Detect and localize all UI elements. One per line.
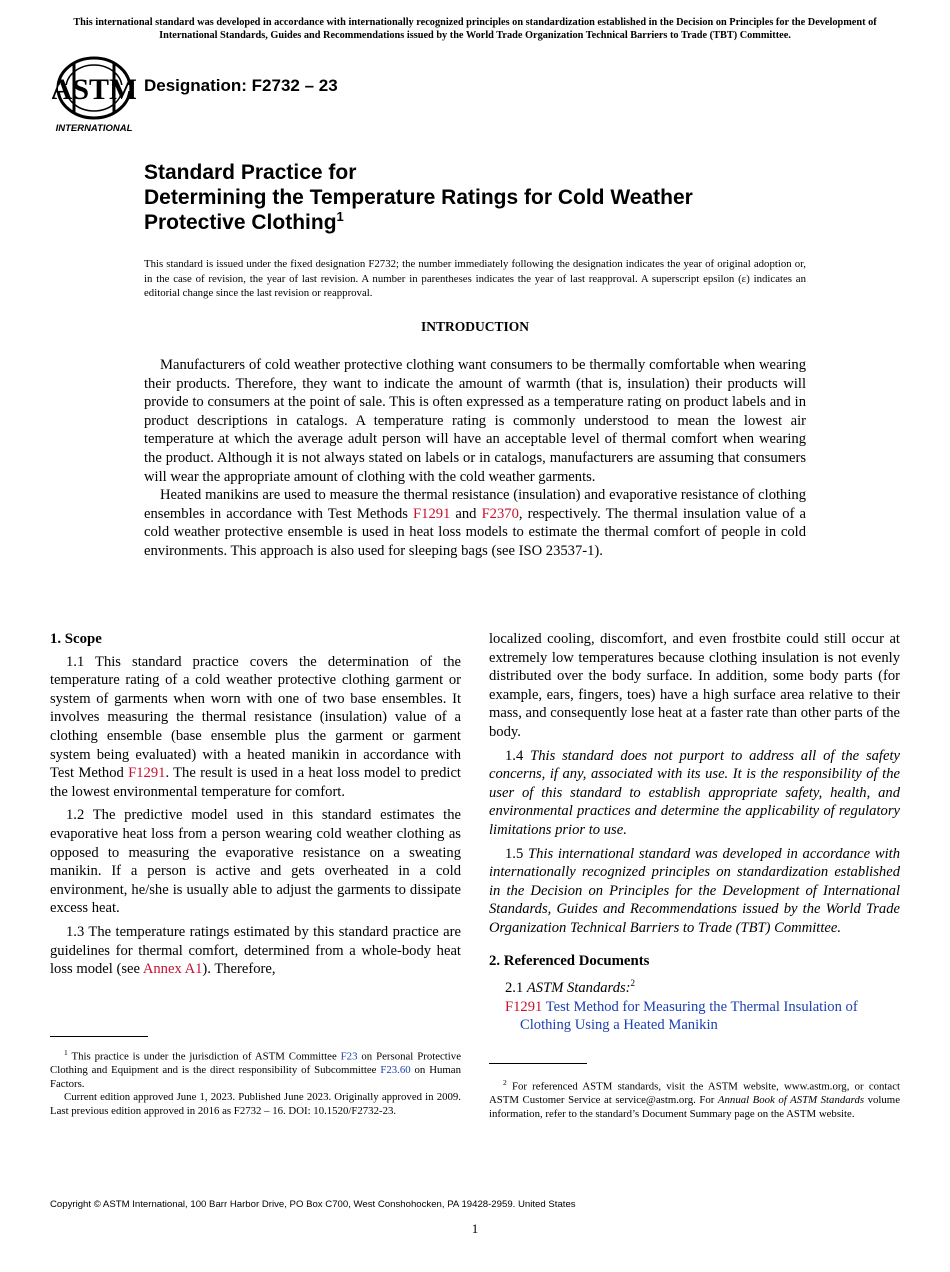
intro-paragraph-1: Manufacturers of cold weather protective clothing want consumers to be thermally comfortable when wearing their products. Therefore, they want to indicate the amount of warmth (that is, insulation) their products will provide to consumers at the point of sale. This is often expressed as a temperature rating on product labels and in product descriptions in catalogs. A temperature rating is commonly understood to mean the lowest air temperature at which the average adult person will have an acceptable level of thermal comfort when wearing the product. Although it is not always stated on labels or in catalogs, manufacturers are assuming that consumers will wear the appropriate amount of clothing with the cold weather garments. — [144, 357, 806, 485]
astm-logo — [52, 56, 136, 134]
referenced-documents-heading: 2. Referenced Documents — [489, 952, 650, 969]
title-line-2: Determining the Temperature Ratings for Cold Weather — [144, 186, 693, 209]
issued-note: This standard is issued under the fixed designation F2732; the number immediately following the designation indicates the year of original adoption or, in the case of revision, the year of last revision. A number in parentheses indicates the year of last reapproval. A superscript epsilon (ε) indicates an editorial change since the last revision or reapproval. — [144, 258, 806, 299]
svg-text:INTERNATIONAL: INTERNATIONAL — [55, 123, 133, 134]
link-f23[interactable]: F23 — [340, 1050, 358, 1063]
intro-paragraph-2: Heated manikins are used to measure the thermal resistance (insulation) and evaporative resistance of clothing ensembles in accordance with Test Methods F1291 and F2370, respectively. The thermal insulation value of a cold weather protective ensemble is used in heat loss models to estimate the thermal comfort of people in cold environments. This approach is also used for sleeping bags (see ISO 23537-1). — [144, 487, 806, 559]
scope-1-2: 1.2 The predictive model used in this standard estimates the evaporative heat loss from a person wearing cold weather clothing as opposed to measuring the evaporative resistance on a sweating manikin. If a person is active and gets overheated in a cold environment, he/she is usually able to adjust the garments to dissipate excess heat. — [50, 807, 461, 917]
scope-1-1: 1.1 This standard practice covers the determination of the temperature rating of a cold weather protective clothing garment or system of garments when worn with one of two base ensembles. It involves measuring the thermal resistance (insulation) value of a clothing ensemble (base ensemble plus the garment or garment system being evaluated) with a heated manikin in accordance with Test Method F1291. The result is used in a heat loss model to predict the lowest environmental temperature for comfort. — [50, 653, 461, 800]
footnote-2-text: $^2$ For referenced ASTM standards, visit the ASTM website, www.astm.org, or contact ASTM Customer Service at service@astm.org. For Annual Book of ASTM Standards volume information, refer to the standard’s Document Summary page on the ASTM website. — [489, 1078, 900, 1120]
scope-1-3-continued: localized cooling, discomfort, and even frostbite could still occur at extremely low temperatures because clothing insulation is not evenly distributed over the body surface. In addition, some body parts (for example, ears, fingers, toes) have a high surface area relative to their mass, and consequently lose heat at a faster rate than other parts of the body. — [489, 631, 900, 740]
svg-text:ASTM: ASTM — [52, 73, 136, 106]
reference-f1291[interactable] — [505, 998, 900, 1035]
title-line-3: Protective Clothing$^1$ — [144, 209, 344, 234]
reference-code[interactable]: F1291 — [505, 998, 543, 1015]
left-column — [50, 630, 461, 984]
copyright-footer: Copyright © ASTM International, 100 Barr Harbor Drive, PO Box C700, West Conshohocken, PA 19428-2959. United States — [50, 1199, 576, 1210]
footnote-2 — [489, 1076, 900, 1121]
footnote-1 — [50, 1046, 461, 1119]
link-f23-60[interactable]: F23.60 — [380, 1064, 411, 1077]
link-f1291-scope[interactable]: F1291 — [128, 765, 166, 782]
footnote-rule-left — [50, 1036, 148, 1037]
link-annex-a1[interactable]: Annex A1 — [142, 961, 203, 978]
footnote-1-text: $^1$ This practice is under the jurisdiction of ASTM Committee F23 on Personal Protective Clothing and Equipment and is the direct responsibility of Subcommittee F23.60 on Human Factors. — [50, 1048, 462, 1090]
document-title — [144, 160, 844, 235]
scope-1-5: 1.5 This international standard was developed in accordance with internationally recognized principles on standardization established in the Decision on Principles for the Development of International Standards, Guides and Recommendations issued by the World Trade Organization Technical Barriers to Trade (TBT) Committee. — [489, 845, 901, 936]
title-footnote-mark: 1 — [336, 209, 344, 224]
astm-logo-icon — [52, 56, 136, 134]
reference-title[interactable]: Test Method for Measuring the Thermal Insulation of Clothing Using a Heated Manikin — [520, 998, 858, 1034]
scope-1-4: 1.4 This standard does not purport to address all of the safety concerns, if any, associated with its use. It is the responsibility of the user of this standard to establish appropriate safety, health, and environmental practices and determine the applicability of regulatory limitations prior to use. — [489, 747, 900, 838]
footnote-1-edition: Current edition approved June 1, 2023. Published June 2023. Originally approved in 2009. Last previous edition approved in 2016 as F2732 – 16. DOI: 10.1520/F2732-23. — [50, 1091, 461, 1117]
designation: Designation: F2732 – 23 — [144, 76, 338, 95]
link-f1291[interactable]: F1291 — [413, 505, 451, 522]
link-f2370[interactable]: F2370 — [481, 505, 519, 522]
footnote-rule-right — [489, 1063, 587, 1064]
scope-1-3: 1.3 The temperature ratings estimated by this standard practice are guidelines for thermal comfort, determined from a whole-body heat loss model (see Annex A1). Therefore, — [50, 923, 461, 978]
introduction-body — [144, 356, 806, 561]
right-column — [489, 630, 900, 1040]
scope-heading: 1. Scope — [50, 631, 102, 647]
top-notice: This international standard was developed in accordance with internationally recognized principles on standardization established in the Decision on Principles for the Development of International Standards, Guides and Recommendations issued by the World Trade Organization Technical Barriers to Trade (TBT) Committee. — [73, 17, 877, 41]
page-number: 1 — [471, 1221, 479, 1236]
astm-standards-label: 2.1 ASTM Standards:$^2$ — [505, 978, 636, 996]
introduction-heading: INTRODUCTION — [420, 319, 529, 334]
title-line-1: Standard Practice for — [144, 161, 357, 184]
